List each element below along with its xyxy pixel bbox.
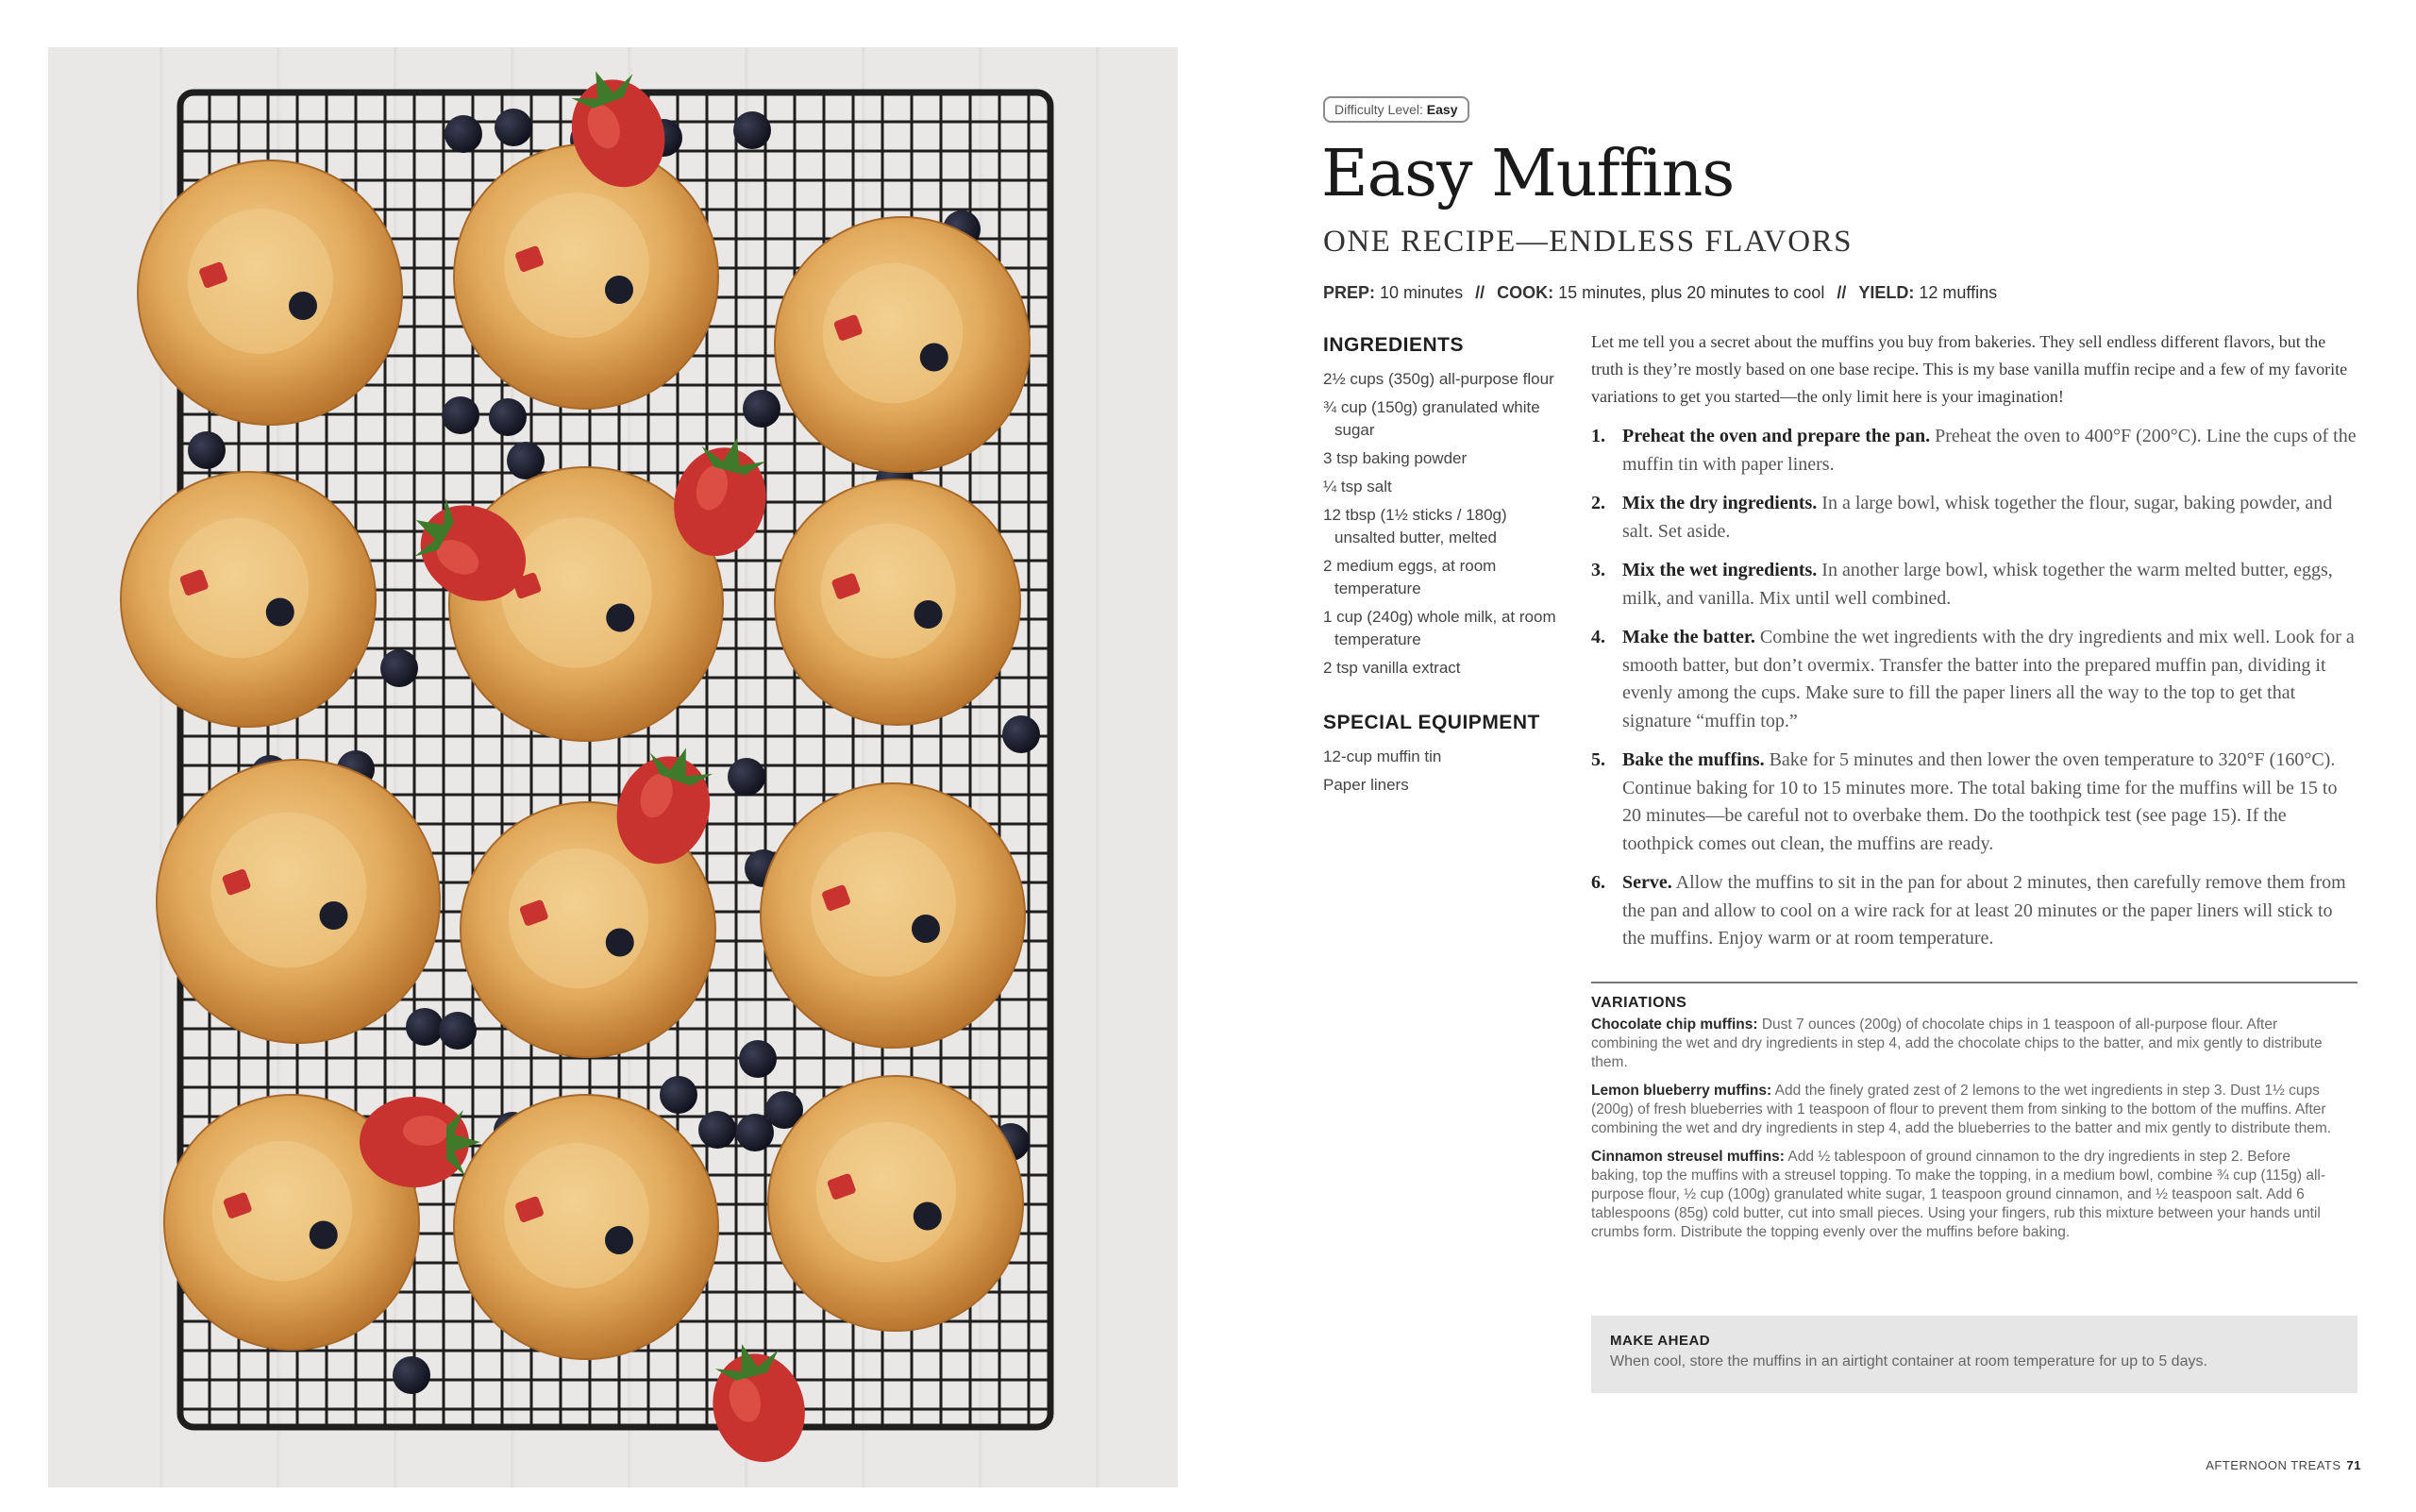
difficulty-label: Difficulty Level: [1334,102,1423,117]
step-item [1591,747,2357,858]
variations-heading: VARIATIONS [1591,995,1687,1011]
make-ahead-text: When cool, store the muffins in an airtight container at room temperature for up to 5 days. [1610,1353,2207,1369]
muffin-berry [310,1221,338,1250]
blueberry [733,111,771,149]
ingredients-list [1323,368,1569,680]
muffin-berry [289,292,317,320]
yield-value: 12 muffins [1919,283,1998,302]
muffin-berry [605,1226,633,1254]
blueberry [739,1040,777,1078]
step-item [1591,490,2357,546]
variations-section [1591,991,2337,1252]
variation-item [1591,1082,2337,1138]
ingredient-item: 2 medium eggs, at room temperature [1323,557,1497,597]
meta-separator: // [1475,283,1485,302]
equipment-heading: SPECIAL EQUIPMENT [1323,712,1540,733]
recipe-intro: Let me tell you a secret about the muffins you buy from bakeries. They sell endless different flavors, but the truth is they’re mostly based on one base recipe. This is my base vanilla muffin recipe and a few of my favorite variations to get you started—the only limit here is your imagination! [1591,332,2348,406]
ingredient-item: 12 tbsp (1½ sticks / 180g) unsalted butter, melted [1323,506,1507,546]
blueberry [188,431,226,469]
equipment-list [1323,746,1569,797]
ingredients-heading: INGREDIENTS [1323,334,1465,356]
step-text: Bake for 5 minutes and then lower the oven temperature to 320°F (160°C). Continue baking for 10 to 15 minutes more. The total baking time for the muffins will be 15 to 20 minutes—be careful not to overbake them. Do the toothpick test (see page 15). If the toothpick comes out clean, the muffins are ready. [1622,749,2338,854]
step-item [1591,423,2357,479]
ingredient-item: 2 tsp vanilla extract [1323,659,1461,677]
step-item [1591,624,2357,735]
recipe-photo [48,47,1178,1487]
variation-title: Cinnamon streusel muffins: [1591,1149,1785,1165]
strawberry [698,1333,817,1472]
step-title: Serve. [1622,872,1672,893]
recipe-title: Easy Muffins [1321,137,1735,211]
step-text: In another large bowl, whisk together the warm melted butter, eggs, milk, and vanilla. Mix until well combined. [1622,560,2333,609]
blueberry [660,1076,697,1114]
step-title: Mix the dry ingredients. [1622,493,1818,513]
step-number: 2. [1591,493,1605,513]
muffin-berry [605,276,633,304]
variations-divider [1591,982,2357,983]
make-ahead-box [1591,1316,2357,1393]
step-number: 1. [1591,426,1605,446]
step-text: In a large bowl, whisk together the flour, sugar, baking powder, and salt. Set aside. [1622,493,2333,542]
step-number: 3. [1591,560,1605,580]
blueberry [736,1114,774,1151]
blueberry [698,1111,736,1149]
variation-text: Add the finely grated zest of 2 lemons to the wet ingredients in step 3. Dust 1½ cups (200g) of fresh blueberries with 1 teaspoon of flour to prevent them from sinking to the bottom of the muffins. After combining the wet and dry ingredients in step 4, add the blueberries to the batter and mix gently to distribute them. [1591,1083,2332,1136]
page-number: 71 [2346,1458,2361,1472]
cook-label: COOK: [1497,283,1554,302]
blueberry [406,1008,444,1046]
step-title: Mix the wet ingredients. [1622,560,1818,580]
variation-text: Dust 7 ounces (200g) of chocolate chips in 1 teaspoon of all-purpose flour. After combining the wet and dry ingredients in step 4, add the chocolate chips to the batter, and mix gently to distribute them. [1591,1016,2323,1070]
blueberry [743,390,780,428]
muffin-berry [914,600,943,629]
blueberry [380,649,418,687]
muffin-berry [920,344,948,372]
blueberry [728,758,765,796]
difficulty-value: Easy [1426,102,1458,117]
ingredient-item: ¾ cup (150g) granulated white sugar [1323,398,1540,439]
recipe-steps [1591,423,2357,965]
step-item [1591,557,2357,613]
page-footer [2206,1457,2361,1474]
recipe-meta [1323,281,1997,304]
step-number: 5. [1591,749,1605,770]
muffin-berry [606,604,634,632]
make-ahead-heading: MAKE AHEAD [1610,1333,1711,1349]
variation-title: Lemon blueberry muffins: [1591,1083,1772,1099]
variation-item [1591,1148,2337,1242]
strawberry-shine [403,1116,448,1146]
ingredient-item: 2½ cups (350g) all-purpose flour [1323,370,1554,388]
ingredients-column [1323,330,1569,802]
muffin-berry [320,901,348,930]
ingredient-item: 3 tsp baking powder [1323,449,1468,467]
muffins [121,144,1030,1359]
meta-separator: // [1837,283,1847,302]
variation-title: Chocolate chip muffins: [1591,1016,1758,1033]
yield-label: YIELD: [1858,283,1915,302]
step-item [1591,869,2357,953]
blueberry [495,109,532,146]
step-title: Make the batter. [1622,627,1755,647]
muffin-berry [912,915,940,943]
ingredient-item: ¼ tsp salt [1323,478,1392,496]
muffin-berry [914,1202,942,1231]
difficulty-badge [1323,96,1469,123]
step-number: 4. [1591,627,1605,647]
prep-label: PREP: [1323,283,1376,302]
step-text: Preheat the oven to 400°F (200°C). Line the cups of the muffin tin with paper liners. [1622,426,2357,475]
ingredient-item: 1 cup (240g) whole milk, at room temperature [1323,608,1556,648]
step-number: 6. [1591,872,1605,893]
equipment-item: Paper liners [1323,776,1409,794]
cook-value: 15 minutes, plus 20 minutes to cool [1558,283,1825,302]
footer-section: AFTERNOON TREATS [2206,1458,2341,1472]
step-title: Bake the muffins. [1622,749,1765,770]
blueberry [445,115,482,153]
step-text: Allow the muffins to sit in the pan for about 2 minutes, then carefully remove them from the pan and allow to cool on a wire rack for at least 20 minutes or the paper liners will stick to the muffins. Enjoy warm or at room temperature. [1622,872,2346,949]
blueberry [393,1356,430,1394]
variation-text: Add ½ tablespoon of ground cinnamon to the dry ingredients in step 2. Before baking, top the muffins with a streusel topping. To make the topping, in a medium bowl, combine ¾ cup (115g) all-purpose flour, ½ cup (100g) granulated white sugar, 1 teaspoon ground cinnamon, and ½ teaspoon salt. Add 6 tablespoons (85g) cold butter, cut into small pieces. Using your fingers, rub this mixture between your hands until crumbs form. Distribute the topping evenly over the muffins before baking. [1591,1149,2326,1240]
blueberry [442,396,479,434]
blueberry [439,1012,477,1050]
recipe-subtitle: ONE RECIPE—ENDLESS FLAVORS [1323,225,1853,259]
step-title: Preheat the oven and prepare the pan. [1622,426,1931,446]
muffin-berry [606,929,634,957]
muffins-illustration [48,47,1178,1487]
blueberry [489,398,527,436]
muffin-berry [266,598,294,627]
blueberry [507,442,545,479]
blueberry [1002,715,1040,753]
equipment-item: 12-cup muffin tin [1323,748,1442,765]
step-text: Combine the wet ingredients with the dry ingredients and mix well. Look for a smooth batter, but don’t overmix. Transfer the batter into the prepared muffin pan, dividing it evenly among the cups. Make sure to fill the paper liners all the way to the top to get that signature “muffin top.” [1622,627,2355,731]
prep-value: 10 minutes [1380,283,1464,302]
variation-item [1591,1016,2337,1072]
